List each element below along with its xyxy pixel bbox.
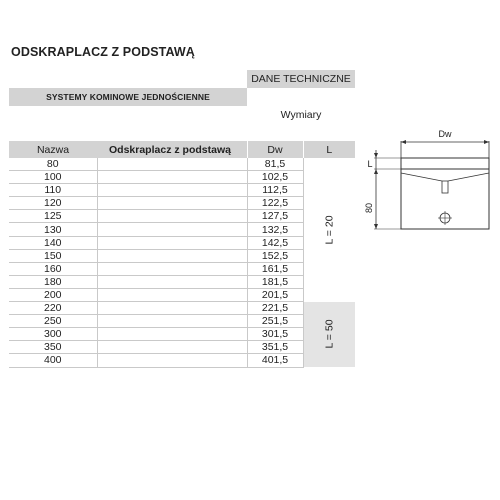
row-dw: 351,5 (247, 341, 303, 354)
dw-arrow-left (401, 140, 406, 144)
row-product-cell (97, 184, 247, 197)
row-name: 80 (9, 158, 97, 171)
row-dw: 401,5 (247, 354, 303, 367)
l-label: L (367, 159, 373, 169)
row-name: 250 (9, 315, 97, 328)
row-dw: 122,5 (247, 197, 303, 210)
column-header-dw: Dw (247, 141, 303, 158)
spec-table (9, 70, 355, 368)
row-dw: 132,5 (247, 223, 303, 236)
row-name: 100 (9, 171, 97, 184)
row-name: 130 (9, 223, 97, 236)
row-dw: 181,5 (247, 275, 303, 288)
row-name: 350 (9, 341, 97, 354)
row-product-cell (97, 249, 247, 262)
drawing-top-collar (401, 158, 489, 169)
row-name: 220 (9, 302, 97, 315)
row-dw: 81,5 (247, 158, 303, 171)
row-name: 400 (9, 354, 97, 367)
height-label: 80 (364, 202, 374, 214)
row-dw: 142,5 (247, 236, 303, 249)
technical-data-header: DANE TECHNICZNE (247, 70, 355, 88)
row-product-cell (97, 262, 247, 275)
column-header-l: L (303, 141, 355, 158)
row-product-cell (97, 341, 247, 354)
row-name: 120 (9, 197, 97, 210)
row-product-cell (97, 171, 247, 184)
l-group-cell (303, 158, 355, 302)
row-product-cell (97, 197, 247, 210)
row-product-cell (97, 302, 247, 315)
table-row (9, 302, 355, 315)
dw-label: Dw (438, 129, 452, 139)
row-product-cell (97, 315, 247, 328)
row-dw: 221,5 (247, 302, 303, 315)
row-dw: 152,5 (247, 249, 303, 262)
row-dw: 251,5 (247, 315, 303, 328)
row-name: 300 (9, 328, 97, 341)
dw-arrow-right (484, 140, 489, 144)
systems-header: SYSTEMY KOMINOWE JEDNOŚCIENNE (9, 88, 247, 106)
row-dw: 201,5 (247, 288, 303, 301)
row-product-cell (97, 275, 247, 288)
l-group-label: L = 50 (323, 319, 336, 349)
page-title: ODSKRAPLACZ Z PODSTAWĄ (11, 45, 195, 59)
l-arrow-bottom (374, 169, 378, 174)
row-dw: 127,5 (247, 210, 303, 223)
row-product-cell (97, 354, 247, 367)
height-arrow-bottom (374, 224, 378, 229)
row-product-cell (97, 210, 247, 223)
l-group-cell (303, 302, 355, 367)
drawing-drain-pipe (442, 181, 448, 193)
row-product-cell (97, 328, 247, 341)
row-dw: 112,5 (247, 184, 303, 197)
table-row (9, 158, 355, 171)
column-header-name: Nazwa (9, 141, 97, 158)
row-product-cell (97, 288, 247, 301)
row-dw: 161,5 (247, 262, 303, 275)
row-product-cell (97, 158, 247, 171)
row-dw: 102,5 (247, 171, 303, 184)
row-name: 125 (9, 210, 97, 223)
row-name: 180 (9, 275, 97, 288)
dimensions-header: Wymiary (280, 108, 322, 121)
row-name: 200 (9, 288, 97, 301)
row-product-cell (97, 223, 247, 236)
row-name: 110 (9, 184, 97, 197)
technical-drawing (360, 128, 490, 243)
row-name: 140 (9, 236, 97, 249)
row-name: 150 (9, 249, 97, 262)
l-group-label: L = 20 (323, 215, 336, 245)
column-header-product: Odskraplacz z podstawą (97, 141, 247, 158)
row-name: 160 (9, 262, 97, 275)
row-dw: 301,5 (247, 328, 303, 341)
row-product-cell (97, 236, 247, 249)
l-arrow-top (374, 153, 378, 158)
